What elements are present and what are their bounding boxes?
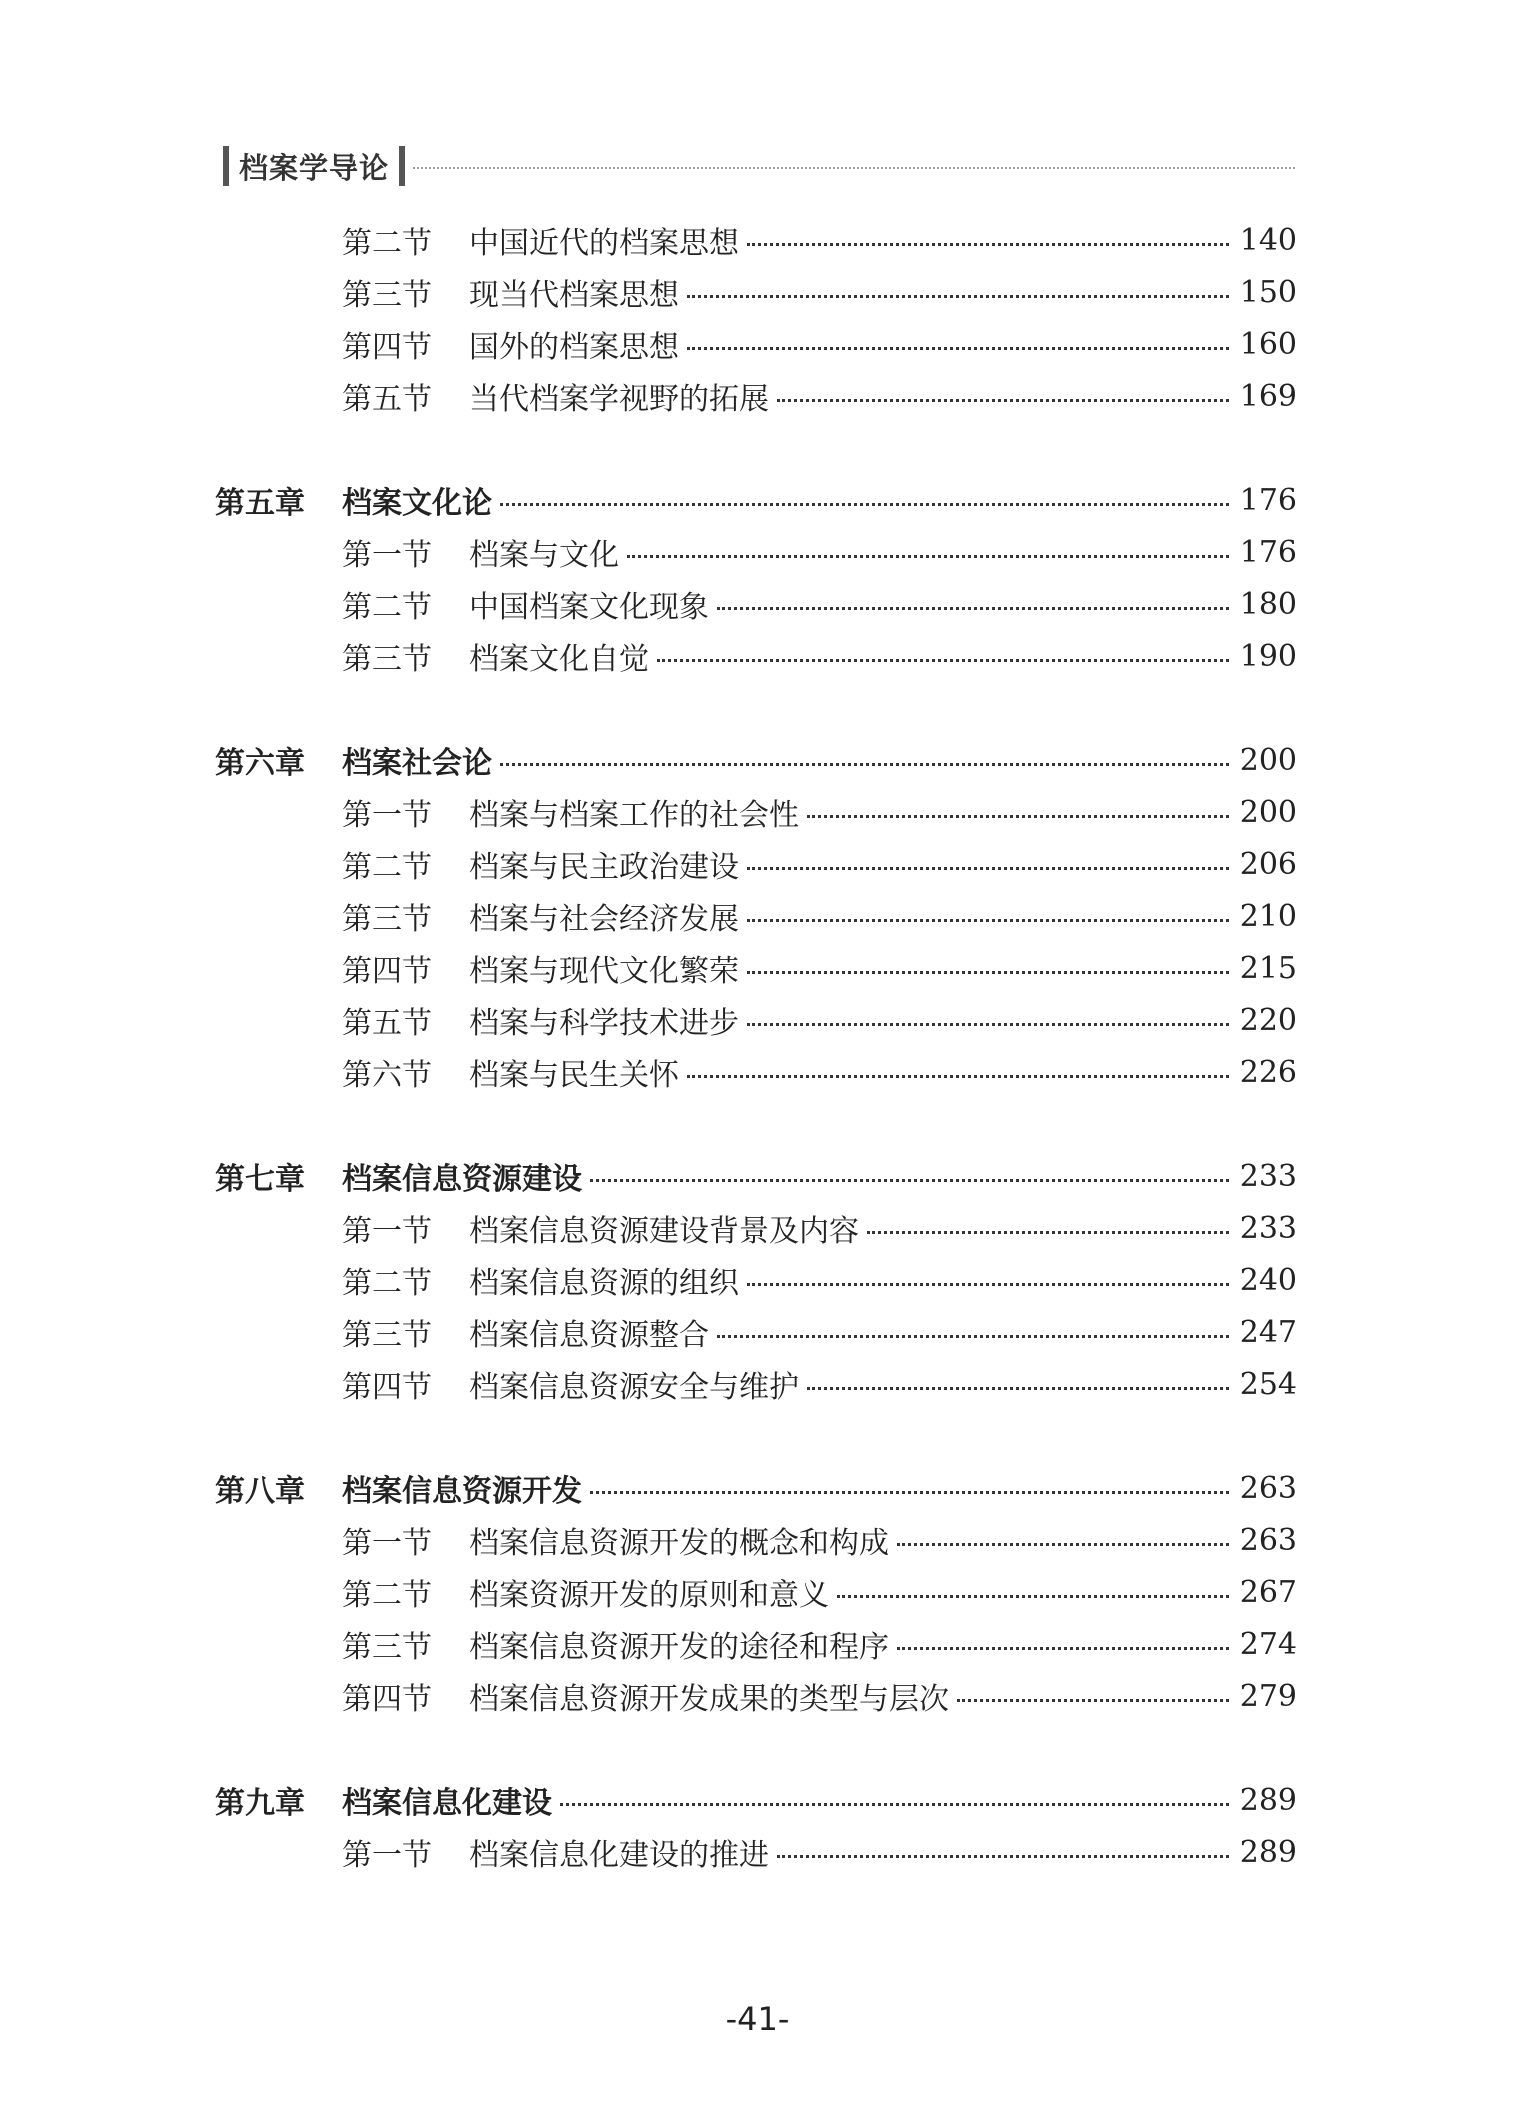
- dot-leader: [560, 1803, 1229, 1806]
- page-ref: 206: [1239, 846, 1297, 882]
- section-title: 国外的档案思想: [469, 330, 679, 365]
- toc-section-row: [342, 994, 1297, 1046]
- section-label: 第三节: [342, 642, 432, 677]
- page-ref: 240: [1239, 1262, 1297, 1298]
- section-title: 档案信息化建设的推进: [469, 1838, 769, 1873]
- dot-leader: [590, 1491, 1229, 1494]
- chapter-title: 档案信息资源开发: [342, 1474, 582, 1509]
- section-label: 第三节: [342, 902, 432, 937]
- section-title: 档案资源开发的原则和意义: [469, 1578, 829, 1613]
- section-label: 第二节: [342, 226, 432, 261]
- toc-section-row: [342, 1202, 1297, 1254]
- section-label: 第一节: [342, 1214, 432, 1249]
- page-ref: 169: [1239, 378, 1297, 414]
- page-ref: 267: [1239, 1574, 1297, 1610]
- dot-leader: [867, 1231, 1229, 1234]
- section-label: 第五节: [342, 382, 432, 417]
- dot-leader: [897, 1647, 1229, 1650]
- page-ref: 215: [1239, 950, 1297, 986]
- book-title: 档案学导论: [239, 150, 390, 185]
- page-ref: 140: [1239, 222, 1297, 258]
- section-title: 中国近代的档案思想: [469, 226, 739, 261]
- dot-leader: [717, 1335, 1229, 1338]
- dot-leader: [747, 971, 1229, 974]
- page-ref: 233: [1239, 1210, 1297, 1246]
- toc-section-row: [342, 1618, 1297, 1670]
- section-title: 档案与社会经济发展: [469, 902, 739, 937]
- section-label: 第二节: [342, 1578, 432, 1613]
- section-title: 档案与民主政治建设: [469, 850, 739, 885]
- toc-section-row: [342, 1514, 1297, 1566]
- section-title: 档案信息资源的组织: [469, 1266, 739, 1301]
- dot-leader: [777, 1855, 1229, 1858]
- section-label: 第五节: [342, 1006, 432, 1041]
- page-ref: 176: [1239, 482, 1297, 518]
- section-label: 第四节: [342, 1682, 432, 1717]
- chapter-title: 档案文化论: [342, 486, 492, 521]
- toc-section-row: [342, 890, 1297, 942]
- dot-leader: [717, 607, 1229, 610]
- toc-section-row: [342, 1566, 1297, 1618]
- chapter-label: 第七章: [215, 1162, 305, 1197]
- section-label: 第四节: [342, 1370, 432, 1405]
- dot-leader: [500, 763, 1229, 766]
- section-title: 档案信息资源开发成果的类型与层次: [469, 1682, 949, 1717]
- section-label: 第二节: [342, 590, 432, 625]
- section-title: 当代档案学视野的拓展: [469, 382, 769, 417]
- page-number: -41-: [725, 2000, 790, 2038]
- section-label: 第二节: [342, 850, 432, 885]
- page-ref: 200: [1239, 794, 1297, 830]
- toc-section-row: [342, 266, 1297, 318]
- toc-section-row: [342, 838, 1297, 890]
- page-ref: 289: [1239, 1782, 1297, 1818]
- dot-leader: [500, 503, 1229, 506]
- page-ref: 233: [1239, 1158, 1297, 1194]
- section-label: 第四节: [342, 954, 432, 989]
- page-ref: 176: [1239, 534, 1297, 570]
- chapter-title: 档案社会论: [342, 746, 492, 781]
- dot-leader: [627, 555, 1229, 558]
- dot-leader: [837, 1595, 1229, 1598]
- dot-leader: [747, 1023, 1229, 1026]
- toc-chapter-row: [215, 734, 1297, 786]
- toc-section-row: [342, 630, 1297, 682]
- toc-section-row: [342, 526, 1297, 578]
- dot-leader: [657, 659, 1229, 662]
- section-title: 档案与民生关怀: [469, 1058, 679, 1093]
- dot-leader: [687, 347, 1229, 350]
- dot-leader: [807, 815, 1229, 818]
- toc-section-row: [342, 942, 1297, 994]
- toc-section-row: [342, 318, 1297, 370]
- page-ref: 220: [1239, 1002, 1297, 1038]
- chapter-label: 第六章: [215, 746, 305, 781]
- page-ref: 160: [1239, 326, 1297, 362]
- toc-chapter-row: [215, 1462, 1297, 1514]
- toc-section-row: [342, 1826, 1297, 1878]
- chapter-label: 第五章: [215, 486, 305, 521]
- page-ref: 200: [1239, 742, 1297, 778]
- section-title: 档案与现代文化繁荣: [469, 954, 739, 989]
- section-title: 档案文化自觉: [469, 642, 649, 677]
- page-ref: 226: [1239, 1054, 1297, 1090]
- dot-leader: [747, 243, 1229, 246]
- toc-section-row: [342, 370, 1297, 422]
- page-ref: 263: [1239, 1522, 1297, 1558]
- section-title: 档案与科学技术进步: [469, 1006, 739, 1041]
- section-label: 第三节: [342, 1318, 432, 1353]
- section-title: 档案信息资源开发的概念和构成: [469, 1526, 889, 1561]
- section-title: 档案信息资源整合: [469, 1318, 709, 1353]
- page-ref: 254: [1239, 1366, 1297, 1402]
- chapter-label: 第九章: [215, 1786, 305, 1821]
- section-label: 第一节: [342, 1526, 432, 1561]
- dot-leader: [687, 295, 1229, 298]
- toc-chapter-row: [215, 1774, 1297, 1826]
- dot-leader: [687, 1075, 1229, 1078]
- section-label: 第一节: [342, 798, 432, 833]
- dot-leader: [590, 1179, 1229, 1182]
- page-ref: 289: [1239, 1834, 1297, 1870]
- dot-leader: [897, 1543, 1229, 1546]
- page-ref: 210: [1239, 898, 1297, 934]
- dot-leader: [747, 919, 1229, 922]
- toc-section-row: [342, 1306, 1297, 1358]
- section-title: 档案与文化: [469, 538, 619, 573]
- section-label: 第二节: [342, 1266, 432, 1301]
- section-title: 中国档案文化现象: [469, 590, 709, 625]
- dot-leader: [747, 867, 1229, 870]
- section-label: 第一节: [342, 538, 432, 573]
- toc-section-row: [342, 1670, 1297, 1722]
- dot-leader: [747, 1283, 1229, 1286]
- dot-leader: [777, 399, 1229, 402]
- page-ref: 150: [1239, 274, 1297, 310]
- page-ref: 279: [1239, 1678, 1297, 1714]
- section-title: 档案信息资源建设背景及内容: [469, 1214, 859, 1249]
- section-label: 第六节: [342, 1058, 432, 1093]
- chapter-title: 档案信息资源建设: [342, 1162, 582, 1197]
- section-label: 第一节: [342, 1838, 432, 1873]
- section-title: 档案与档案工作的社会性: [469, 798, 799, 833]
- page-ref: 263: [1239, 1470, 1297, 1506]
- section-label: 第三节: [342, 278, 432, 313]
- chapter-label: 第八章: [215, 1474, 305, 1509]
- section-title: 档案信息资源开发的途径和程序: [469, 1630, 889, 1665]
- section-label: 第三节: [342, 1630, 432, 1665]
- page-ref: 180: [1239, 586, 1297, 622]
- dot-leader: [807, 1387, 1229, 1390]
- toc-section-row: [342, 214, 1297, 266]
- page-ref: 190: [1239, 638, 1297, 674]
- page-ref: 274: [1239, 1626, 1297, 1662]
- page-ref: 247: [1239, 1314, 1297, 1350]
- chapter-title: 档案信息化建设: [342, 1786, 552, 1821]
- toc-section-row: [342, 1254, 1297, 1306]
- dot-leader: [957, 1699, 1229, 1702]
- toc-chapter-row: [215, 1150, 1297, 1202]
- toc-section-row: [342, 786, 1297, 838]
- section-title: 档案信息资源安全与维护: [469, 1370, 799, 1405]
- section-label: 第四节: [342, 330, 432, 365]
- toc-section-row: [342, 578, 1297, 630]
- toc-section-row: [342, 1358, 1297, 1410]
- section-title: 现当代档案思想: [469, 278, 679, 313]
- toc-chapter-row: [215, 474, 1297, 526]
- toc-section-row: [342, 1046, 1297, 1098]
